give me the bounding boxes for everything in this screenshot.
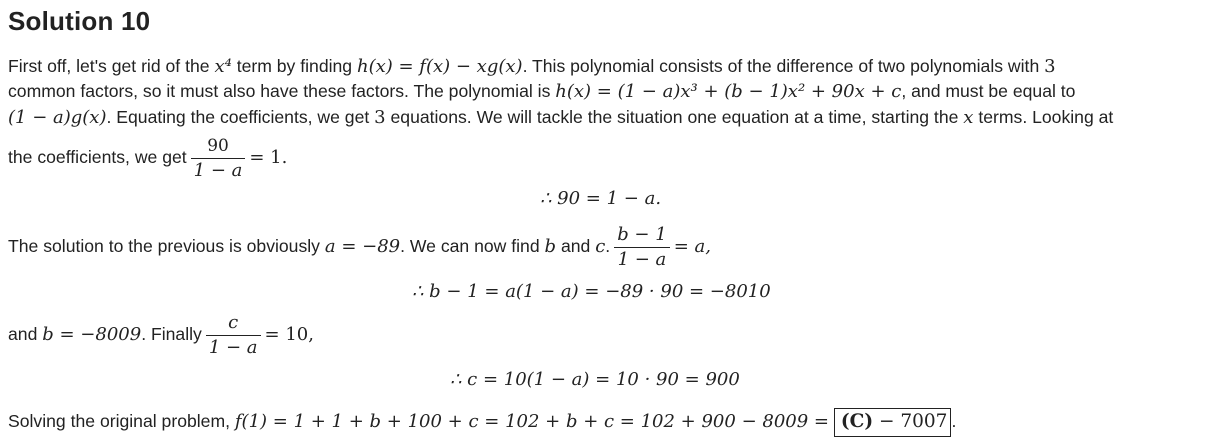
fraction-numerator: 90 xyxy=(191,136,246,159)
fraction-90-over-1-minus-a xyxy=(191,136,246,181)
fraction-denominator: 1 − a xyxy=(617,248,667,270)
math-b-value: b = −8009 xyxy=(42,324,142,345)
fraction-denominator: 1 − a xyxy=(193,159,243,181)
math-one-minus-a-g: (1 − a)g(x) xyxy=(8,107,107,128)
display-equation-2 xyxy=(412,281,771,302)
math-x: x xyxy=(963,107,974,128)
fraction-c-over-1-minus-a xyxy=(206,313,261,358)
text: . xyxy=(951,411,957,431)
text: equations. We will tackle the situation one equation at a time, starting the xyxy=(385,107,964,127)
math-display: ∴ b − 1 = a(1 − a) = −89 · 90 = −8010 xyxy=(412,281,771,302)
paragraph-2 xyxy=(8,216,711,277)
fraction-b-minus-1-over-1-minus-a xyxy=(614,225,670,270)
paragraph-3 xyxy=(8,304,314,365)
math-rhs: = 10, xyxy=(264,324,314,345)
text: term by finding xyxy=(231,56,357,76)
answer-letter: (C) xyxy=(840,411,874,432)
text: . Equating the coefficients, we get xyxy=(106,107,375,127)
math-display: ∴ 90 = 1 − a. xyxy=(540,188,662,209)
math-b: b xyxy=(544,236,557,257)
fraction-numerator: c xyxy=(206,313,261,336)
display-equation-1 xyxy=(540,188,661,209)
text: and xyxy=(8,324,43,344)
math-rhs: = 1. xyxy=(249,147,288,168)
paragraph-4 xyxy=(8,406,956,437)
math-three: 3 xyxy=(374,107,386,128)
paragraph-1-line-1 xyxy=(8,55,1056,78)
text: . Finally xyxy=(141,324,202,344)
text: the coefficients, we get xyxy=(8,147,187,167)
math-three: 3 xyxy=(1044,56,1056,77)
paragraph-1-line-2 xyxy=(8,80,1075,103)
final-answer-box xyxy=(834,408,952,437)
math-rhs: = a, xyxy=(673,236,711,257)
math-c: c xyxy=(595,236,606,257)
paragraph-1-line-3 xyxy=(8,106,1113,129)
math-x4: x⁴ xyxy=(214,56,232,77)
text: First off, let's get rid of the xyxy=(8,56,215,76)
text: , and must be equal to xyxy=(901,81,1076,101)
text: The solution to the previous is obviously xyxy=(8,236,325,256)
fraction-numerator: b − 1 xyxy=(614,225,670,248)
text: and xyxy=(556,236,596,256)
display-equation-3 xyxy=(450,369,740,390)
paragraph-1-line-4 xyxy=(8,127,287,188)
text: Solving the original problem, xyxy=(8,411,235,431)
solution-heading: Solution 10 xyxy=(8,6,151,36)
text: . This polynomial consists of the difference of two polynomials with xyxy=(522,56,1045,76)
math-h-definition: h(x) = f(x) − xg(x) xyxy=(356,56,523,77)
math-a-value: a = −89 xyxy=(324,236,401,257)
math-h-polynomial: h(x) = (1 − a)x³ + (b − 1)x² + 90x + c xyxy=(555,81,902,102)
text: . We can now find xyxy=(400,236,545,256)
text: common factors, so it must also have these factors. The polynomial is xyxy=(8,81,556,101)
math-final-computation: f(1) = 1 + 1 + b + 100 + c = 102 + b + c = 102 + 900 − 8009 = xyxy=(234,411,829,432)
text: . xyxy=(605,236,611,256)
text: terms. Looking at xyxy=(973,107,1114,127)
answer-value: − 7007 xyxy=(873,411,948,432)
math-display: ∴ c = 10(1 − a) = 10 · 90 = 900 xyxy=(450,369,740,390)
fraction-denominator: 1 − a xyxy=(208,336,258,358)
